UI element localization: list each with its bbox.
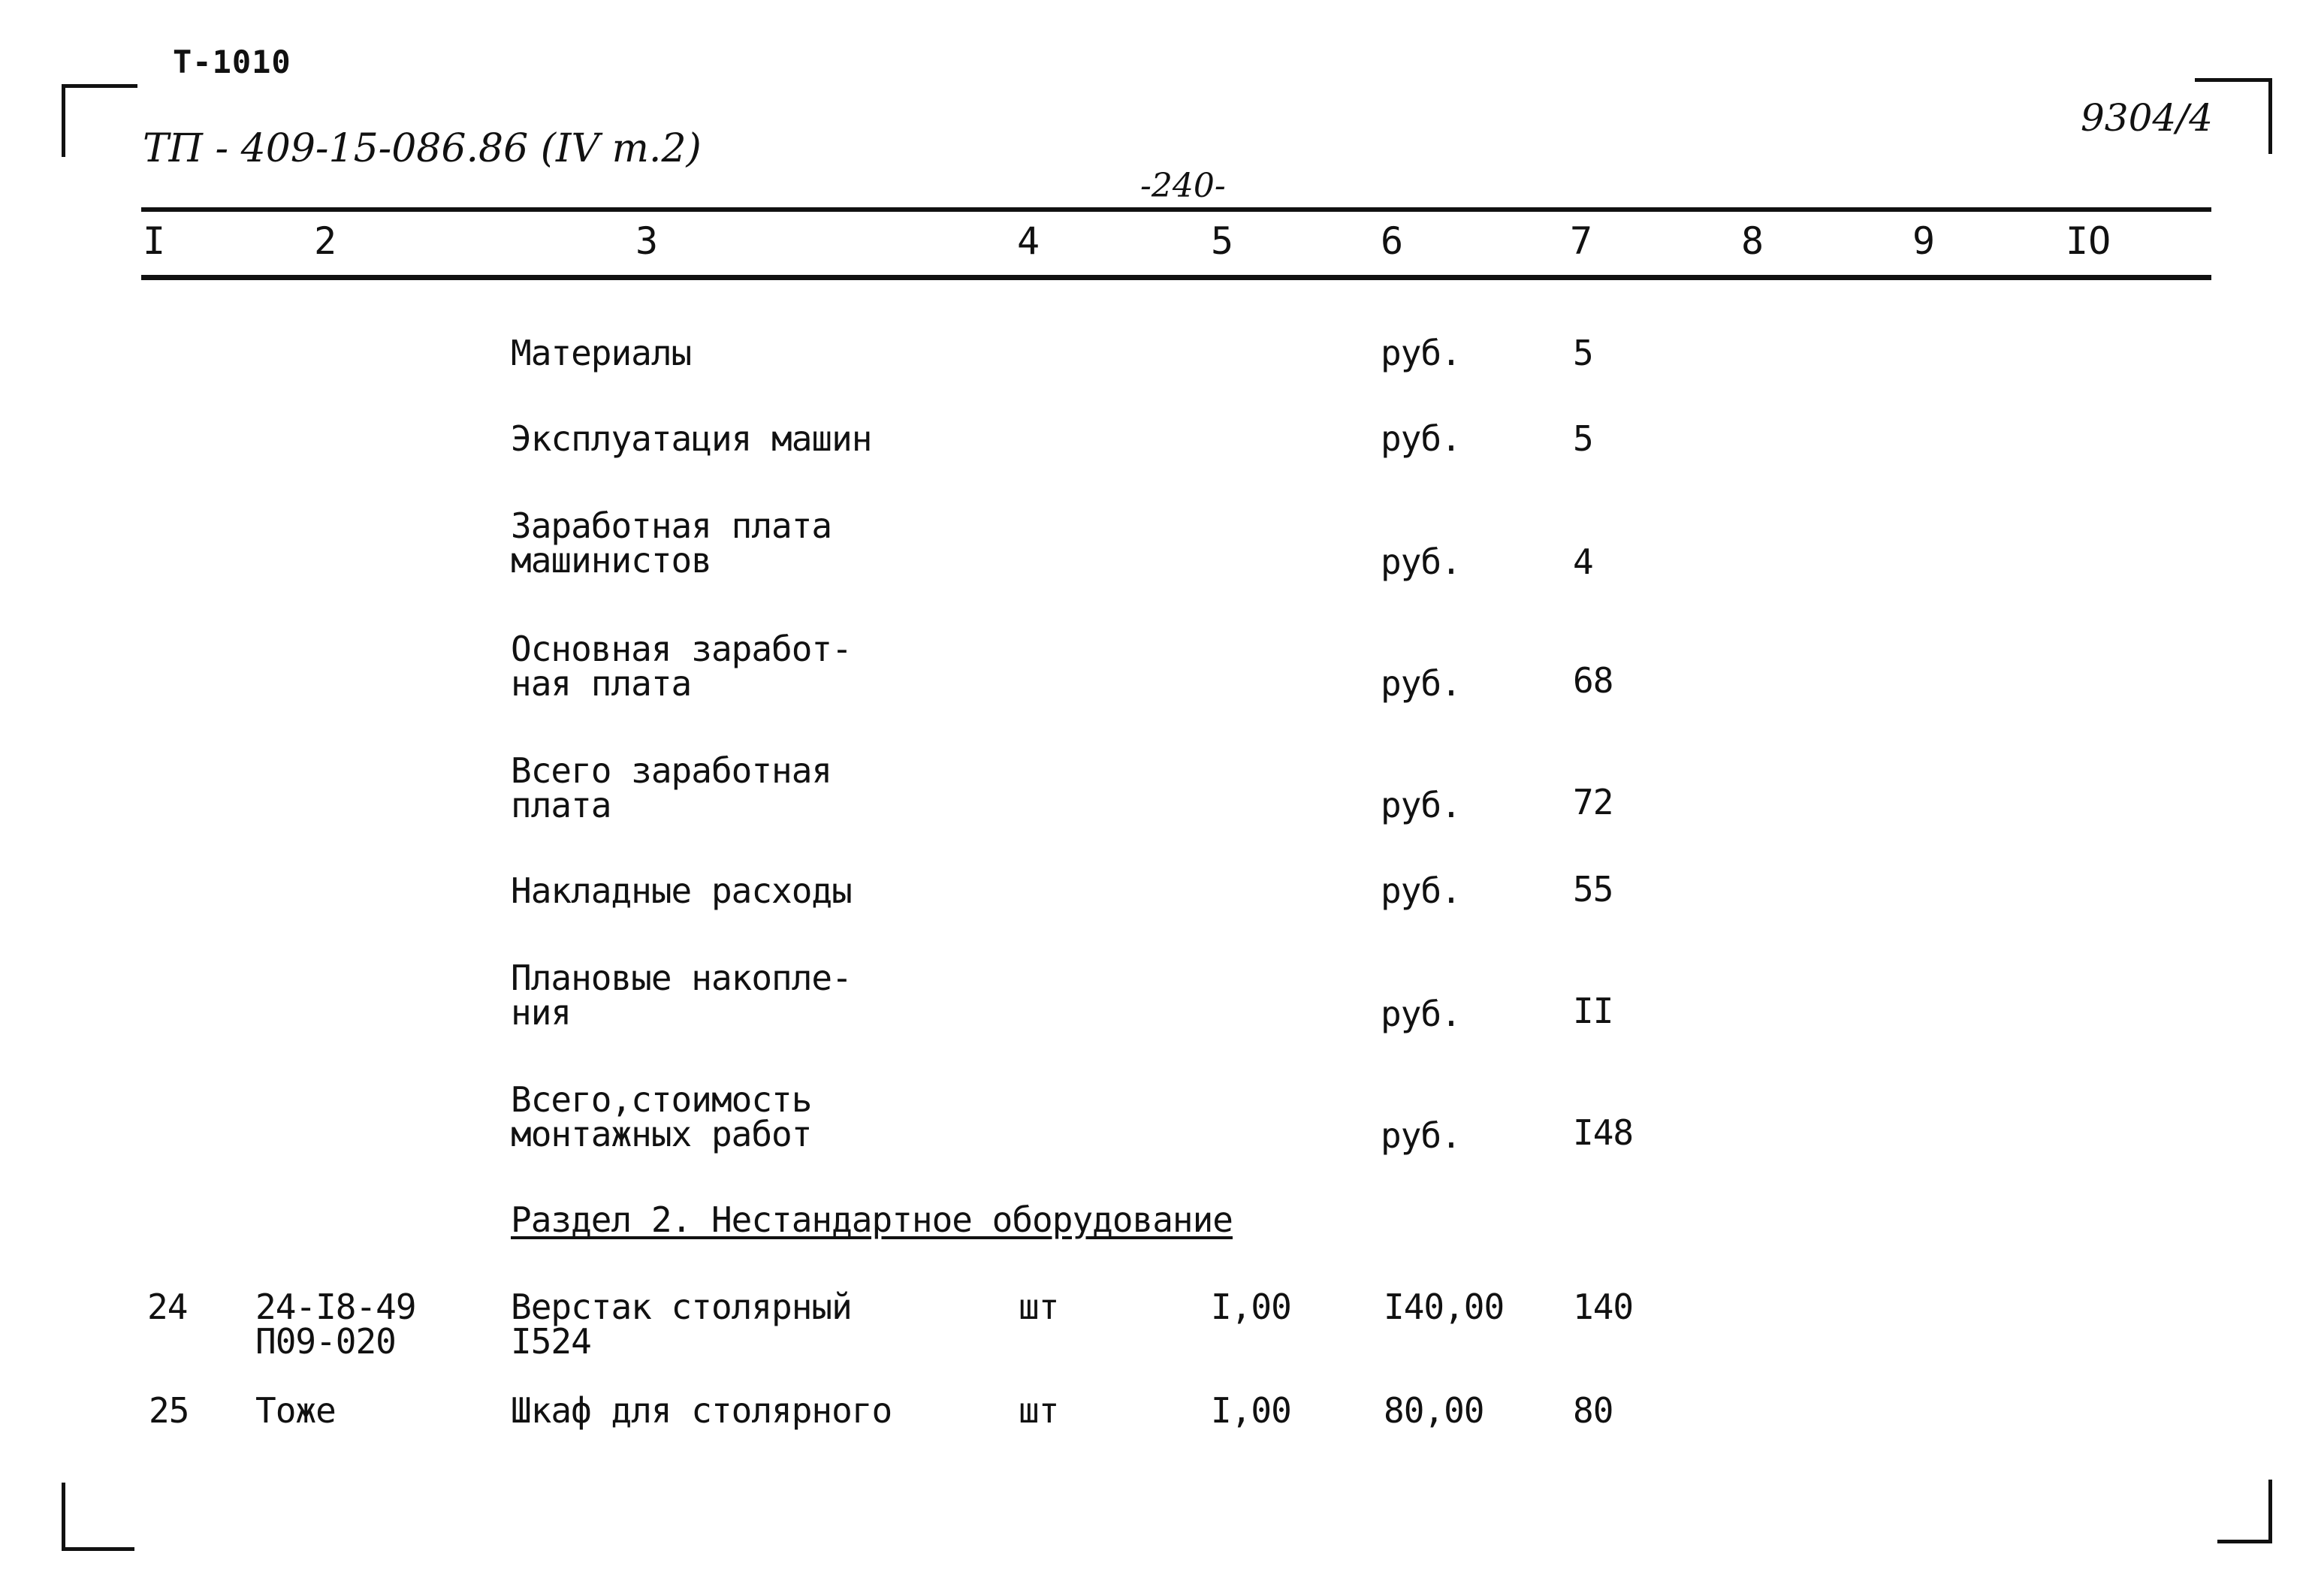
row-value: 5: [1573, 333, 1593, 373]
item-quantity: I,00: [1211, 1390, 1291, 1431]
row-name-line2: ния: [511, 992, 572, 1033]
corner-mark-top-left: [62, 84, 137, 157]
archive-number: 9304/4: [2081, 96, 2213, 140]
page-number: -240-: [1140, 167, 1226, 205]
row-name-line2: монтажных работ: [511, 1114, 812, 1154]
row-name: Плановые накопле-: [511, 958, 852, 998]
row-value: 68: [1573, 660, 1613, 701]
row-value: 55: [1573, 869, 1613, 910]
row-unit: руб.: [1381, 542, 1461, 582]
row-value: I48: [1573, 1112, 1634, 1153]
row-unit: руб.: [1381, 418, 1461, 459]
row-value: 72: [1573, 782, 1613, 822]
header-bottom-rule: [141, 275, 2211, 280]
item-unit: шт: [1019, 1287, 1059, 1327]
header-top-rule: [141, 207, 2211, 212]
item-name: Верстак столярный: [511, 1287, 852, 1327]
item-price: I40,00: [1384, 1287, 1505, 1327]
doc-number: ТП - 409-15-086.86 (IV т.2): [143, 126, 702, 171]
item-unit: шт: [1019, 1390, 1059, 1431]
column-header: 2: [314, 219, 337, 263]
item-name-line2: I524: [511, 1321, 591, 1362]
item-total: 80: [1573, 1390, 1613, 1431]
row-value: 5: [1573, 418, 1593, 459]
item-name: Шкаф для столярного: [511, 1390, 892, 1431]
corner-mark-bottom-right: [2217, 1480, 2272, 1543]
row-name-line2: ная плата: [511, 663, 692, 704]
column-header: 9: [1912, 219, 1936, 263]
top-code: Т-1010: [173, 44, 291, 80]
column-header: 7: [1570, 219, 1593, 263]
column-header: 4: [1017, 219, 1040, 263]
row-unit: руб.: [1381, 785, 1461, 825]
column-header: I: [143, 219, 166, 263]
row-unit: руб.: [1381, 663, 1461, 704]
item-number: 24: [147, 1287, 188, 1327]
item-total: 140: [1573, 1287, 1634, 1327]
row-name: Всего заработная: [511, 750, 832, 791]
row-unit: руб.: [1381, 870, 1461, 911]
row-name: Всего,стоимость: [511, 1079, 812, 1120]
column-header: IO: [2066, 219, 2111, 263]
row-name: Заработная плата: [511, 505, 832, 546]
item-code: Тоже: [255, 1390, 336, 1431]
item-price: 80,00: [1384, 1390, 1484, 1431]
column-header: 5: [1211, 219, 1234, 263]
column-header: 3: [635, 219, 659, 263]
item-number: 25: [149, 1390, 189, 1431]
item-code: 24-I8-49: [255, 1287, 416, 1327]
row-name-line2: машинистов: [511, 540, 711, 581]
row-unit: руб.: [1381, 994, 1461, 1034]
row-name: Материалы: [511, 333, 692, 373]
item-quantity: I,00: [1211, 1287, 1291, 1327]
corner-mark-bottom-left: [62, 1483, 134, 1551]
section-title: Раздел 2. Нестандартное оборудование: [511, 1199, 1233, 1240]
row-name: Основная заработ-: [511, 629, 852, 669]
row-name: Накладные расходы: [511, 870, 852, 911]
column-header: 8: [1741, 219, 1764, 263]
row-value: 4: [1573, 542, 1593, 582]
row-value: II: [1573, 991, 1613, 1031]
row-unit: руб.: [1381, 1115, 1461, 1156]
row-name-line2: плата: [511, 785, 611, 825]
row-unit: руб.: [1381, 333, 1461, 373]
item-code-line2: П09-020: [255, 1321, 396, 1362]
row-name: Эксплуатация машин: [511, 418, 872, 459]
column-header: 6: [1381, 219, 1404, 263]
